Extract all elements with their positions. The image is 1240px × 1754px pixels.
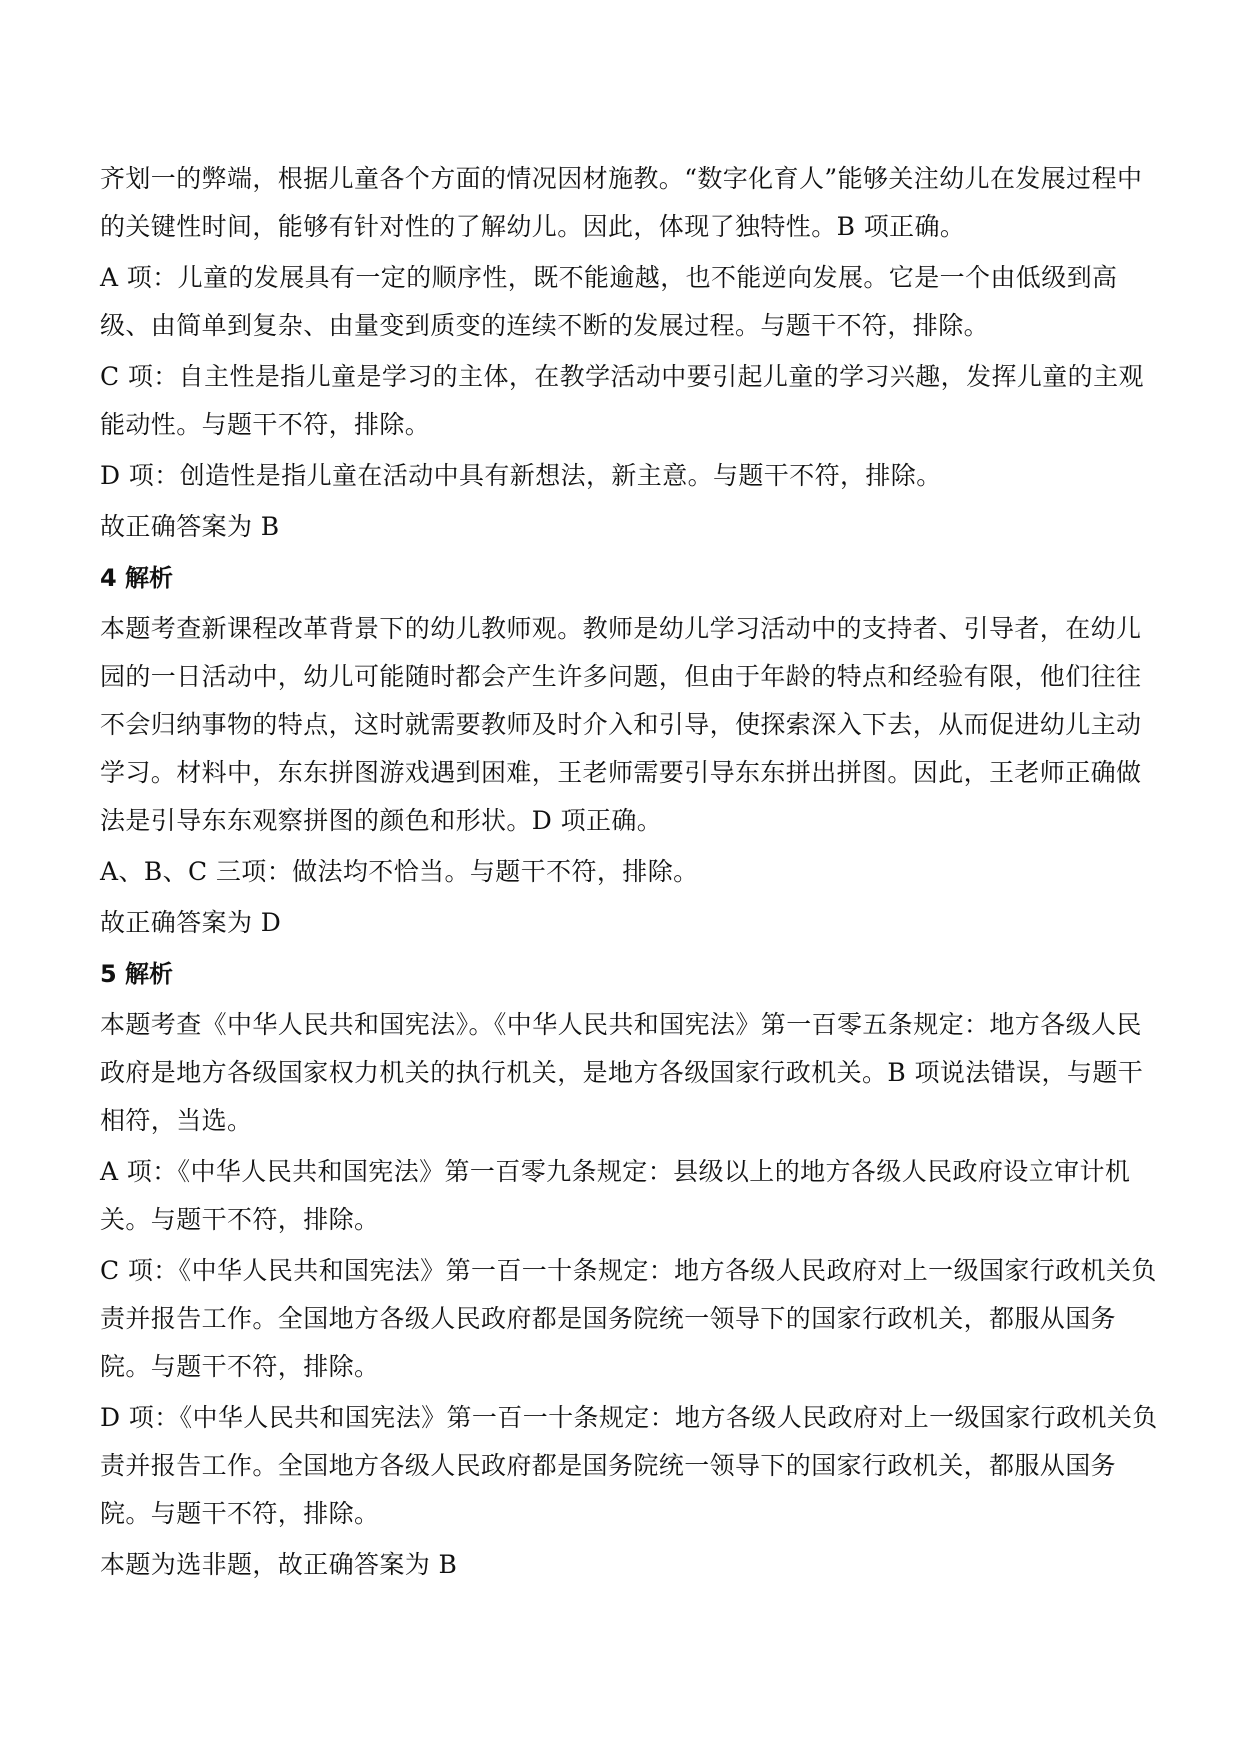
paragraph-q5-option-a: A 项：《中华人民共和国宪法》第一百零九条规定：县级以上的地方各级人民政府设立审计机关。与题干不符，排除。 (100, 1157, 1131, 1234)
answer-line-4: 故正确答案为 D (100, 908, 282, 937)
answer-line-5: 本题为选非题，故正确答案为 B (100, 1550, 458, 1579)
paragraph-option-c: C 项：自主性是指儿童是学习的主体，在教学活动中要引起儿童的学习兴趣，发挥儿童的主观能动性。与题干不符，排除。 (100, 362, 1144, 439)
answer-line-3: 故正确答案为 B (100, 512, 280, 541)
paragraph-q5-explanation: 本题考查《中华人民共和国宪法》。《中华人民共和国宪法》第一百零五条规定：地方各级人民政府是地方各级国家权力机关的执行机关，是地方各级国家行政机关。B 项说法错误，与题干相符，当选。 (100, 1010, 1144, 1135)
heading-analysis-5: 5 解析 (100, 960, 174, 988)
paragraph-q4-explanation: 本题考查新课程改革背景下的幼儿教师观。教师是幼儿学习活动中的支持者、引导者，在幼儿园的一日活动中，幼儿可能随时都会产生许多问题，但由于年龄的特点和经验有限，他们往往不会归纳事物的特点，这时就需要教师及时介入和引导，使探索深入下去，从而促进幼儿主动学习。材料中，东东拼图游戏遇到困难，王老师需要引导东东拼出拼图。因此，王老师正确做法是引导东东观察拼图的颜色和形状。D 项正确。 (100, 614, 1142, 835)
paragraph-q5-option-d: D 项：《中华人民共和国宪法》第一百一十条规定：地方各级人民政府对上一级国家行政机关负责并报告工作。全国地方各级人民政府都是国务院统一领导下的国家行政机关，都服从国务院。与题干不符，排除。 (100, 1403, 1158, 1528)
paragraph-q5-option-c: C 项：《中华人民共和国宪法》第一百一十条规定：地方各级人民政府对上一级国家行政机关负责并报告工作。全国地方各级人民政府都是国务院统一领导下的国家行政机关，都服从国务院。与题干不符，排除。 (100, 1256, 1157, 1381)
paragraph-option-d: D 项：创造性是指儿童在活动中具有新想法，新主意。与题干不符，排除。 (100, 461, 942, 490)
heading-analysis-4: 4 解析 (100, 564, 174, 592)
paragraph-b-explanation: 齐划一的弊端，根据儿童各个方面的情况因材施教。“数字化育人”能够关注幼儿在发展过程中的关键性时间，能够有针对性的了解幼儿。因此，体现了独特性。B 项正确。 (100, 164, 1143, 241)
paragraph-q4-options-abc: A、B、C 三项：做法均不恰当。与题干不符，排除。 (100, 857, 699, 886)
document-body (100, 155, 1160, 1592)
paragraph-option-a: A 项：儿童的发展具有一定的顺序性，既不能逾越，也不能逆向发展。它是一个由低级到高级、由简单到复杂、由量变到质变的连续不断的发展过程。与题干不符，排除。 (100, 263, 1118, 340)
